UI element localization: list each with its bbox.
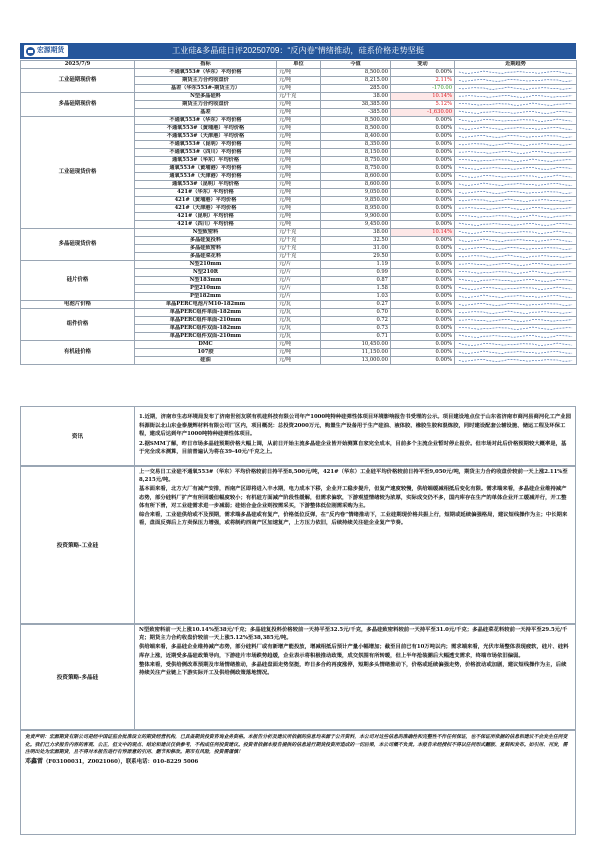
unit-cell: 元/吨 <box>277 85 321 93</box>
trend-sparkline <box>455 205 577 213</box>
indicator-cell: 多晶硅菜花料 <box>135 253 277 261</box>
value-cell: 9,900.00 <box>321 213 391 221</box>
value-cell: 8,600.00 <box>321 173 391 181</box>
indicator-cell: 421#（华东）平均价格 <box>135 189 277 197</box>
report-title: 工业硅&多晶硅日评20250709：“反内卷”情绪推动，硅系价格走势坚挺 <box>171 46 425 55</box>
trend-sparkline <box>455 93 577 101</box>
trend-sparkline <box>455 309 577 317</box>
unit-cell: 元/吨 <box>277 77 321 85</box>
value-cell: 8,750.00 <box>321 165 391 173</box>
unit-cell: 元/吨 <box>277 197 321 205</box>
trend-sparkline <box>455 325 577 333</box>
change-cell: 0.00% <box>391 333 455 341</box>
change-cell: 0.00% <box>391 245 455 253</box>
value-cell: 8,215.00 <box>321 77 391 85</box>
indicator-cell: N型210R <box>135 269 277 277</box>
unit-cell: 元/片 <box>277 277 321 285</box>
trend-sparkline <box>455 301 577 309</box>
indicator-cell: 421#（昆明）平均价格 <box>135 213 277 221</box>
unit-cell: 元/瓦 <box>277 325 321 333</box>
category-cell: 电池片价格 <box>21 301 135 309</box>
change-cell: 0.00% <box>391 117 455 125</box>
indicator-cell: 基差（华东553#-期货主力） <box>135 85 277 93</box>
analyst-contact <box>25 758 571 767</box>
change-cell: 0.00% <box>391 261 455 269</box>
strategy-poly-para: 供给端来看，多晶硅企业维持减产态势，部分硅料厂或有新增产能投放，增减相抵后预计产量小幅增加；截至目前已有10万吨以内；需求端来看，光伏市场整体表现疲软，硅片、硅料库存上涨，近期受多晶硅政策导向，下游硅片市场跌势趋缓，企业表示将积极推动政策，成交氛围有所转暖，但上半年抢装潮后大幅透支需求，终端市场依旧偏弱。 <box>139 644 569 659</box>
trend-sparkline <box>455 85 577 93</box>
trend-sparkline <box>455 213 577 221</box>
value-cell: 32.50 <box>321 237 391 245</box>
trend-sparkline <box>455 149 577 157</box>
trend-sparkline <box>455 357 577 365</box>
indicator-cell: DMC <box>135 341 277 349</box>
value-cell: 0.99 <box>321 269 391 277</box>
indicator-cell: 期货主力合约收盘价 <box>135 77 277 85</box>
strategy-silicon-para: 基本面来看，北方大厂有减产安排，西南产区即将进入丰水期，电力成本下移，企业开工稳步提升，但复产速度较慢，供给端缓减相抵后变化有限。需求端来看，多晶硅企业维持减产态势，部分硅料厂扩产有所回暖但幅度较小；有机硅方面减产阶段性缓解，但需求偏软，下游观望情绪较为浓厚，实际成交仍不多，国内库存在生产的单体企业开工缓减并行，开工整体有所下滑，对工业硅需求进一步减弱；硅铝合金企业则按需采买，下游整体低位刚需采购为主。 <box>139 486 567 509</box>
category-cell: 多晶硅期现价格 <box>21 93 135 117</box>
unit-cell: 元/吨 <box>277 125 321 133</box>
trend-sparkline <box>455 133 577 141</box>
value-cell: 9,850.00 <box>321 197 391 205</box>
indicator-cell: 不通氧553#（黄埔港）平均价格 <box>135 125 277 133</box>
indicator-cell: N型致密料 <box>135 229 277 237</box>
indicator-cell: 不通氧553#（华东）平均价格 <box>135 69 277 77</box>
table-row <box>21 69 577 77</box>
indicator-cell: 单晶PERC组件单面-182mm <box>135 309 277 317</box>
trend-sparkline <box>455 101 577 109</box>
value-cell: 0.72 <box>321 317 391 325</box>
trend-sparkline <box>455 117 577 125</box>
indicator-cell: 通氧553#（天津港）平均价格 <box>135 173 277 181</box>
indicator-cell: 421#（四川）平均价格 <box>135 221 277 229</box>
trend-sparkline <box>455 173 577 181</box>
change-cell: 0.00% <box>391 205 455 213</box>
unit-cell: 元/吨 <box>277 117 321 125</box>
value-cell: 0.73 <box>321 325 391 333</box>
trend-sparkline <box>455 293 577 301</box>
unit-cell: 元/吨 <box>277 221 321 229</box>
change-cell: 0.00% <box>391 269 455 277</box>
unit-cell: 元/吨 <box>277 109 321 117</box>
trend-sparkline <box>455 165 577 173</box>
strategy-poly-section <box>20 624 576 730</box>
trend-sparkline <box>455 157 577 165</box>
unit-cell: 元/片 <box>277 261 321 269</box>
unit-cell: 元/吨 <box>277 157 321 165</box>
unit-cell: 元/吨 <box>277 189 321 197</box>
value-cell: 0.27 <box>321 301 391 309</box>
unit-cell: 元/吨 <box>277 213 321 221</box>
price-table <box>20 60 577 365</box>
indicator-cell: 421#（天津港）平均价格 <box>135 205 277 213</box>
trend-sparkline <box>455 341 577 349</box>
trend-sparkline <box>455 69 577 77</box>
indicator-cell: 107胶 <box>135 349 277 357</box>
unit-cell: 元/片 <box>277 269 321 277</box>
header-change: 变动 <box>391 61 455 69</box>
unit-cell: 元/吨 <box>277 141 321 149</box>
trend-sparkline <box>455 221 577 229</box>
indicator-cell: N型183mm <box>135 277 277 285</box>
indicator-cell: 不通氧553#（天津港）平均价格 <box>135 133 277 141</box>
value-cell: 11,150.00 <box>321 349 391 357</box>
trend-sparkline <box>455 141 577 149</box>
trend-sparkline <box>455 197 577 205</box>
unit-cell: 元/吨 <box>277 173 321 181</box>
news-item: 1.近期，济南市生态环境局发布了济南世创友联有机硅科技有限公司年产1000吨特种硅弹性体项目环境影响报告书受理的公示。项目建设地点位于山东省济南市商河县商河化工产业园科源街以北山东金泰晟辉材料有限公司厂区内，项目概况：总投资2000万元，购置生产设备用于生产硅油、液体胶、橡胶生胶和混炼胶，同时建设配套公辅设施、储运工程及环保工程，建成后达到年产1000吨特种硅弹性体项目。 <box>139 414 571 438</box>
category-cell: 组件价格 <box>21 309 135 341</box>
value-cell: 8,500.00 <box>321 117 391 125</box>
change-cell: 0.00% <box>391 69 455 77</box>
change-cell: 5.12% <box>391 101 455 109</box>
trend-sparkline <box>455 261 577 269</box>
indicator-cell: 不通氧553#（四川）平均价格 <box>135 149 277 157</box>
disclaimer-tail: 期市有风险，投资需谨慎！ <box>184 749 243 756</box>
analyst-license: （F03100031，Z0021060） <box>43 758 121 765</box>
value-cell: 29.50 <box>321 253 391 261</box>
logo-text: 宏源期货 <box>37 47 65 54</box>
table-row <box>21 261 577 269</box>
unit-cell: 元/片 <box>277 285 321 293</box>
header-indicator: 指标 <box>135 61 277 69</box>
table-row <box>21 301 577 309</box>
unit-cell: 元/吨 <box>277 165 321 173</box>
indicator-cell: 硅油 <box>135 357 277 365</box>
value-cell: 8,500.00 <box>321 69 391 77</box>
unit-cell: 元/吨 <box>277 69 321 77</box>
value-cell: 8,950.00 <box>321 205 391 213</box>
analyst-phone: ，联系电话：010-8229 5006 <box>120 758 199 765</box>
value-cell: 8,400.00 <box>321 133 391 141</box>
value-cell: 0.71 <box>321 333 391 341</box>
strategy-silicon-para: 综合来看，工业硅供给或不及预期，需求端多晶硅或有复产，价格低位反弹，在“反内卷”情绪推动下，工业硅期现价格共振上行，短期或延续偏强格局，建议短线操作为主；中长期来看，盘面反弹后上方卖保压力增强，或将制约西南产区加速复产，上方压力依旧，后续持续关注硅企业复产节奏。 <box>139 512 568 527</box>
change-cell: 0.00% <box>391 277 455 285</box>
change-cell: 0.00% <box>391 293 455 301</box>
trend-sparkline <box>455 125 577 133</box>
unit-cell: 元/吨 <box>277 181 321 189</box>
value-cell: 9,450.00 <box>321 221 391 229</box>
news-section <box>20 406 576 466</box>
value-cell: 0.70 <box>321 309 391 317</box>
indicator-cell: P型210mm <box>135 285 277 293</box>
unit-cell: 元/瓦 <box>277 333 321 341</box>
indicator-cell: 不通氧553#（华东）平均价格 <box>135 117 277 125</box>
trend-sparkline <box>455 349 577 357</box>
report-header <box>20 43 576 59</box>
unit-cell: 元/千克 <box>277 93 321 101</box>
change-cell: 0.00% <box>391 237 455 245</box>
indicator-cell: 单晶PERC组件双面-210mm <box>135 333 277 341</box>
change-cell: -170.00 <box>391 85 455 93</box>
value-cell: 8,750.00 <box>321 157 391 165</box>
change-cell: 0.00% <box>391 349 455 357</box>
value-cell: 38.00 <box>321 229 391 237</box>
indicator-cell: N型多晶硅料 <box>135 93 277 101</box>
unit-cell: 元/吨 <box>277 133 321 141</box>
change-cell: 0.00% <box>391 181 455 189</box>
table-row <box>21 341 577 349</box>
trend-sparkline <box>455 277 577 285</box>
change-cell: 0.00% <box>391 197 455 205</box>
strategy-silicon-para: 上一交易日工业硅不通氧553#（华东）平均价格较前日持平至8,500元/吨，421#（华东）工业硅平均价格较前日持平至9,050元/吨，期货主力合约收盘价较前一天上涨2.11%至8,215元/吨。 <box>139 469 568 484</box>
change-cell: 0.00% <box>391 357 455 365</box>
change-cell: 0.00% <box>391 157 455 165</box>
unit-cell: 元/瓦 <box>277 317 321 325</box>
table-header-row <box>21 61 577 69</box>
indicator-cell: P型182mm <box>135 293 277 301</box>
table-row <box>21 229 577 237</box>
value-cell: 38,385.00 <box>321 101 391 109</box>
unit-cell: 元/吨 <box>277 341 321 349</box>
value-cell: 10,450.00 <box>321 341 391 349</box>
value-cell: 8,150.00 <box>321 149 391 157</box>
unit-cell: 元/吨 <box>277 101 321 109</box>
change-cell: 0.00% <box>391 141 455 149</box>
change-cell: 10.14% <box>391 93 455 101</box>
trend-sparkline <box>455 189 577 197</box>
analyst-name: 邓鑫雷 <box>25 757 44 765</box>
category-cell: 硅片价格 <box>21 261 135 301</box>
change-cell: -1,630.00 <box>391 109 455 117</box>
header-value: 今值 <box>321 61 391 69</box>
disclaimer <box>20 730 576 835</box>
unit-cell: 元/瓦 <box>277 301 321 309</box>
unit-cell: 元/瓦 <box>277 309 321 317</box>
indicator-cell: 单晶PERC组件双面-182mm <box>135 325 277 333</box>
strategy-poly-label: 投资策略-多晶硅 <box>21 625 135 729</box>
change-cell: 10.14% <box>391 229 455 237</box>
value-cell: 8,500.00 <box>321 125 391 133</box>
indicator-cell: 单晶PERC组件单面-210mm <box>135 317 277 325</box>
change-cell: 0.00% <box>391 213 455 221</box>
change-cell: 0.00% <box>391 309 455 317</box>
header-trend: 近期趋势 <box>455 61 577 69</box>
trend-sparkline <box>455 245 577 253</box>
news-item: 2.据SMM了解，昨日市场多晶硅预期价格大幅上调，从前日开始主流多晶硅企业皆开始测算自家完全成本，目前多个主流企业暂时停止报价。但市场对此后价格预期较大概率是，基于完全成本测算，目前普遍认为将在39-40元/千克之上。 <box>139 440 567 456</box>
unit-cell: 元/吨 <box>277 349 321 357</box>
change-cell: 0.00% <box>391 341 455 349</box>
value-cell: 1.19 <box>321 261 391 269</box>
trend-sparkline <box>455 333 577 341</box>
indicator-cell: 通氧553#（黄埔港）平均价格 <box>135 165 277 173</box>
value-cell: 13,000.00 <box>321 357 391 365</box>
news-label: 资讯 <box>21 407 135 465</box>
change-cell: 2.11% <box>391 77 455 85</box>
indicator-cell: 多晶硅复投料 <box>135 237 277 245</box>
indicator-cell: 多晶硅致密料 <box>135 245 277 253</box>
trend-sparkline <box>455 237 577 245</box>
change-cell: 0.00% <box>391 133 455 141</box>
unit-cell: 元/片 <box>277 293 321 301</box>
value-cell: 1.03 <box>321 293 391 301</box>
header-date: 2025/7/9 <box>21 61 135 69</box>
table-row <box>21 93 577 101</box>
strategy-poly-para: 整体来看，受供给侧改革预期及市场情绪推动，多晶硅盘面走势坚挺，昨日多合约再度涨停，短期多头情绪推动下，价格或延续偏强走势，价格波动或加剧，建议短线操作为主，后续持续关注产业链上下游实际开工及供给侧政策落地情况。 <box>139 661 567 677</box>
change-cell: 0.00% <box>391 301 455 309</box>
value-cell: 0.87 <box>321 277 391 285</box>
disclaimer-text: 免责声明：宏源期货有限公司是经中国证监会批准设立的期货经营机构，已具备期货投资咨询业务资格。本报告分析及建议所依据的信息均来源于公开资料，本公司对这些信息的准确性和完整性不作任何保证，也不保证所依据的信息和建议不会发生任何变化。我们已力求报告内容的客观、公正，但文中的观点、结论和建议仅供参考，不构成任何投资建议。投资者依据本报告提供的信息进行期货投资所造成的一切后果，本公司概不负责。本报告未经授权不得以任何形式翻版、复制和发布。如引用、刊发，需注明出处为宏源期货，且不得对本报告进行有悖原意的引用、删节和修改。 <box>25 734 568 756</box>
category-cell: 工业硅现货价格 <box>21 117 135 229</box>
trend-sparkline <box>455 109 577 117</box>
value-cell: 31.00 <box>321 245 391 253</box>
indicator-cell: 期货主力合约收盘价 <box>135 101 277 109</box>
indicator-cell: N型210mm <box>135 261 277 269</box>
value-cell: 285.00 <box>321 85 391 93</box>
category-cell: 多晶硅现货价格 <box>21 229 135 261</box>
category-cell: 工业硅期现价格 <box>21 69 135 93</box>
change-cell: 0.00% <box>391 173 455 181</box>
category-cell: 有机硅价格 <box>21 341 135 365</box>
change-cell: 0.00% <box>391 317 455 325</box>
trend-sparkline <box>455 181 577 189</box>
indicator-cell: 通氧553#（昆明）平均价格 <box>135 181 277 189</box>
unit-cell: 元/千克 <box>277 253 321 261</box>
change-cell: 0.00% <box>391 325 455 333</box>
table-row <box>21 117 577 125</box>
unit-cell: 元/千克 <box>277 229 321 237</box>
change-cell: 0.00% <box>391 253 455 261</box>
change-cell: 0.00% <box>391 221 455 229</box>
value-cell: -385.00 <box>321 109 391 117</box>
unit-cell: 元/千克 <box>277 245 321 253</box>
table-row <box>21 309 577 317</box>
trend-sparkline <box>455 229 577 237</box>
strategy-silicon-section <box>20 466 576 624</box>
change-cell: 0.00% <box>391 285 455 293</box>
change-cell: 0.00% <box>391 125 455 133</box>
value-cell: 8,600.00 <box>321 181 391 189</box>
trend-sparkline <box>455 285 577 293</box>
header-unit: 单位 <box>277 61 321 69</box>
unit-cell: 元/吨 <box>277 149 321 157</box>
strategy-poly-para: N型致密料前一天上涨10.14%至38元/千克；多晶硅复投料价格较前一天持平至32.5元/千克，多晶硅致密料较前一天持平至31.0元/千克；多晶硅菜花料较前一天持平至29.5元/千克；期货主力合约收盘价较前一天上涨5.12%至38,385元/吨。 <box>139 627 568 642</box>
indicator-cell: 单晶PERC电池片M10-182mm <box>135 301 277 309</box>
indicator-cell: 基差 <box>135 109 277 117</box>
indicator-cell: 421#（黄埔港）平均价格 <box>135 197 277 205</box>
trend-sparkline <box>455 269 577 277</box>
value-cell: 38.00 <box>321 93 391 101</box>
value-cell: 1.58 <box>321 285 391 293</box>
change-cell: 0.00% <box>391 149 455 157</box>
trend-sparkline <box>455 253 577 261</box>
unit-cell: 元/千克 <box>277 237 321 245</box>
indicator-cell: 通氧553#（华东）平均价格 <box>135 157 277 165</box>
change-cell: 0.00% <box>391 165 455 173</box>
value-cell: 9,050.00 <box>321 189 391 197</box>
value-cell: 8,350.00 <box>321 141 391 149</box>
trend-sparkline <box>455 317 577 325</box>
indicator-cell: 不通氧553#（昆明）平均价格 <box>135 141 277 149</box>
change-cell: 0.00% <box>391 189 455 197</box>
unit-cell: 元/吨 <box>277 357 321 365</box>
strategy-silicon-label: 投资策略-工业硅 <box>21 467 135 623</box>
unit-cell: 元/吨 <box>277 205 321 213</box>
trend-sparkline <box>455 77 577 85</box>
